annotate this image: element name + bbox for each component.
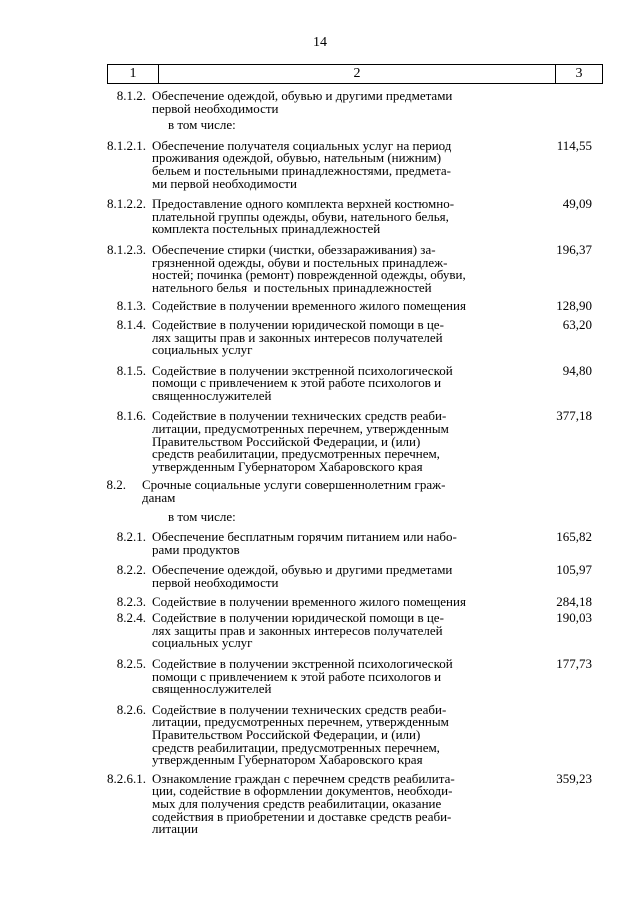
table-row [0,479,640,504]
subsection-intro [0,508,640,524]
row-number: 8.2.2. [116,562,146,578]
row-value: 49,09 [562,196,592,212]
row-number: 8.2.6. [116,701,146,717]
row-description: Содействие в получении временного жилого помещения [152,298,466,314]
row-value [517,479,592,504]
table-row [0,564,640,589]
row-value: 94,80 [562,362,592,378]
row-number: 8.2.6.1. [107,770,146,786]
row-value: 196,37 [556,241,592,257]
table-row [0,410,640,473]
table-row [0,701,640,768]
row-description: Обеспечение получателя социальных услуг на период проживания одеждой, обувью, нательным (нижним) бельем и постельными принадлежностями, предмета- ми первой необходимости [152,137,452,191]
row-value: 165,82 [556,529,592,545]
row-value: 105,97 [556,562,592,578]
row-number: 8.1.2.2. [107,196,146,212]
row-number: 8.1.5. [116,362,146,378]
row-number [0,119,152,132]
row-value: 177,73 [556,655,592,671]
row-description: Обеспечение бесплатным горячим питанием или набо- рами продуктов [152,529,457,557]
row-description: Обеспечение одеждой, обувью и другими предметами первой необходимости [152,88,453,116]
header-col-3: 3 [575,66,583,81]
row-value: 377,18 [556,408,592,424]
table-row [0,198,640,236]
row-description: в том числе: [168,508,236,524]
row-value: 359,23 [556,770,592,786]
table-row [0,316,640,358]
row-value: 284,18 [556,593,592,609]
row-description: Содействие в получении юридической помощи в це- лях защиты прав и законных интересов получателей социальных услуг [152,316,444,358]
row-number: 8.1.3. [116,298,146,314]
row-description: Обеспечение одеждой, обувью и другими предметами первой необходимости [152,562,453,590]
table-row [0,300,640,313]
row-number: 8.2.1. [116,529,146,545]
row-description: Обеспечение стирки (чистки, обеззараживания) за- грязненной одежды, обуви и постельных принадлеж- ностей; починка (ремонт) поврежденной одежды, обуви, нательного белья и постельных принадлежностей [152,241,466,295]
subsection-intro [0,119,640,132]
row-description: Содействие в получении экстренной психологической помощи с привлечением к этой работе психологов и священнослужителей [152,362,453,403]
row-number: 8.2.4. [116,610,146,626]
row-description: Предоставление одного комплекта верхней костюмно- плательной группы одежды, обуви, нательного белья, комплекта постельных принадлежностей [152,196,455,237]
row-value [517,90,592,115]
row-description: Ознакомление граждан с перечнем средств реабилита- ции, содействие в оформлении документов, необходи- мых для получения средств реабилитации, оказание содействия в приобретении и доставке средств реаби- литации [152,770,455,837]
row-number: 8.1.4. [116,316,146,332]
table-header [107,64,603,84]
table-row [0,612,640,650]
row-description: Содействие в получении юридической помощи в це- лях защиты прав и законных интересов получателей социальных услуг [152,610,444,651]
table-body [0,90,640,836]
row-description: в том числе: [168,117,236,133]
row-value [533,511,608,524]
row-value [517,704,592,767]
row-number: 8.1.2.1. [107,137,146,153]
table-row [0,362,640,403]
row-number: 8.2.5. [116,655,146,671]
row-description: Содействие в получении технических средств реаби- литации, предусмотренных перечнем, утвержденным Правительством Российской Федерации, и (или) средств реабилитации, предусмотренных перечнем, утвержденным Губернатором Хабаровского края [152,701,449,768]
row-number: 8.2.3. [116,593,146,609]
table-row [0,90,640,115]
row-number [0,511,152,524]
header-col-1: 1 [108,65,159,83]
row-number: 8.2. [106,477,126,493]
row-number: 8.1.2.3. [107,241,146,257]
row-description: Содействие в получении технических средств реаби- литации, предусмотренных перечнем, утвержденным Правительством Российской Федерации, и (или) средств реабилитации, предусмотренных перечнем, утвержденным Губернатором Хабаровского края [152,408,449,474]
table-row [0,655,640,697]
table-row [0,770,640,837]
table-row [0,593,640,609]
row-number: 8.1.6. [116,408,146,424]
row-value: 128,90 [556,298,592,314]
row-description: Срочные социальные услуги совершеннолетним граж- данам [142,477,446,506]
table-row [0,137,640,191]
header-col-2: 2 [159,65,556,83]
row-description: Содействие в получении экстренной психологической помощи с привлечением к этой работе психологов и священнослужителей [152,655,453,697]
row-value: 190,03 [556,610,592,626]
row-number: 8.1.2. [116,88,146,103]
row-description: Содействие в получении временного жилого помещения [152,593,466,609]
row-value: 63,20 [562,316,592,332]
page-number: 14 [313,35,327,50]
table-row [0,241,640,295]
row-value [533,119,608,132]
table-row [0,531,640,556]
row-value: 114,55 [556,137,592,153]
